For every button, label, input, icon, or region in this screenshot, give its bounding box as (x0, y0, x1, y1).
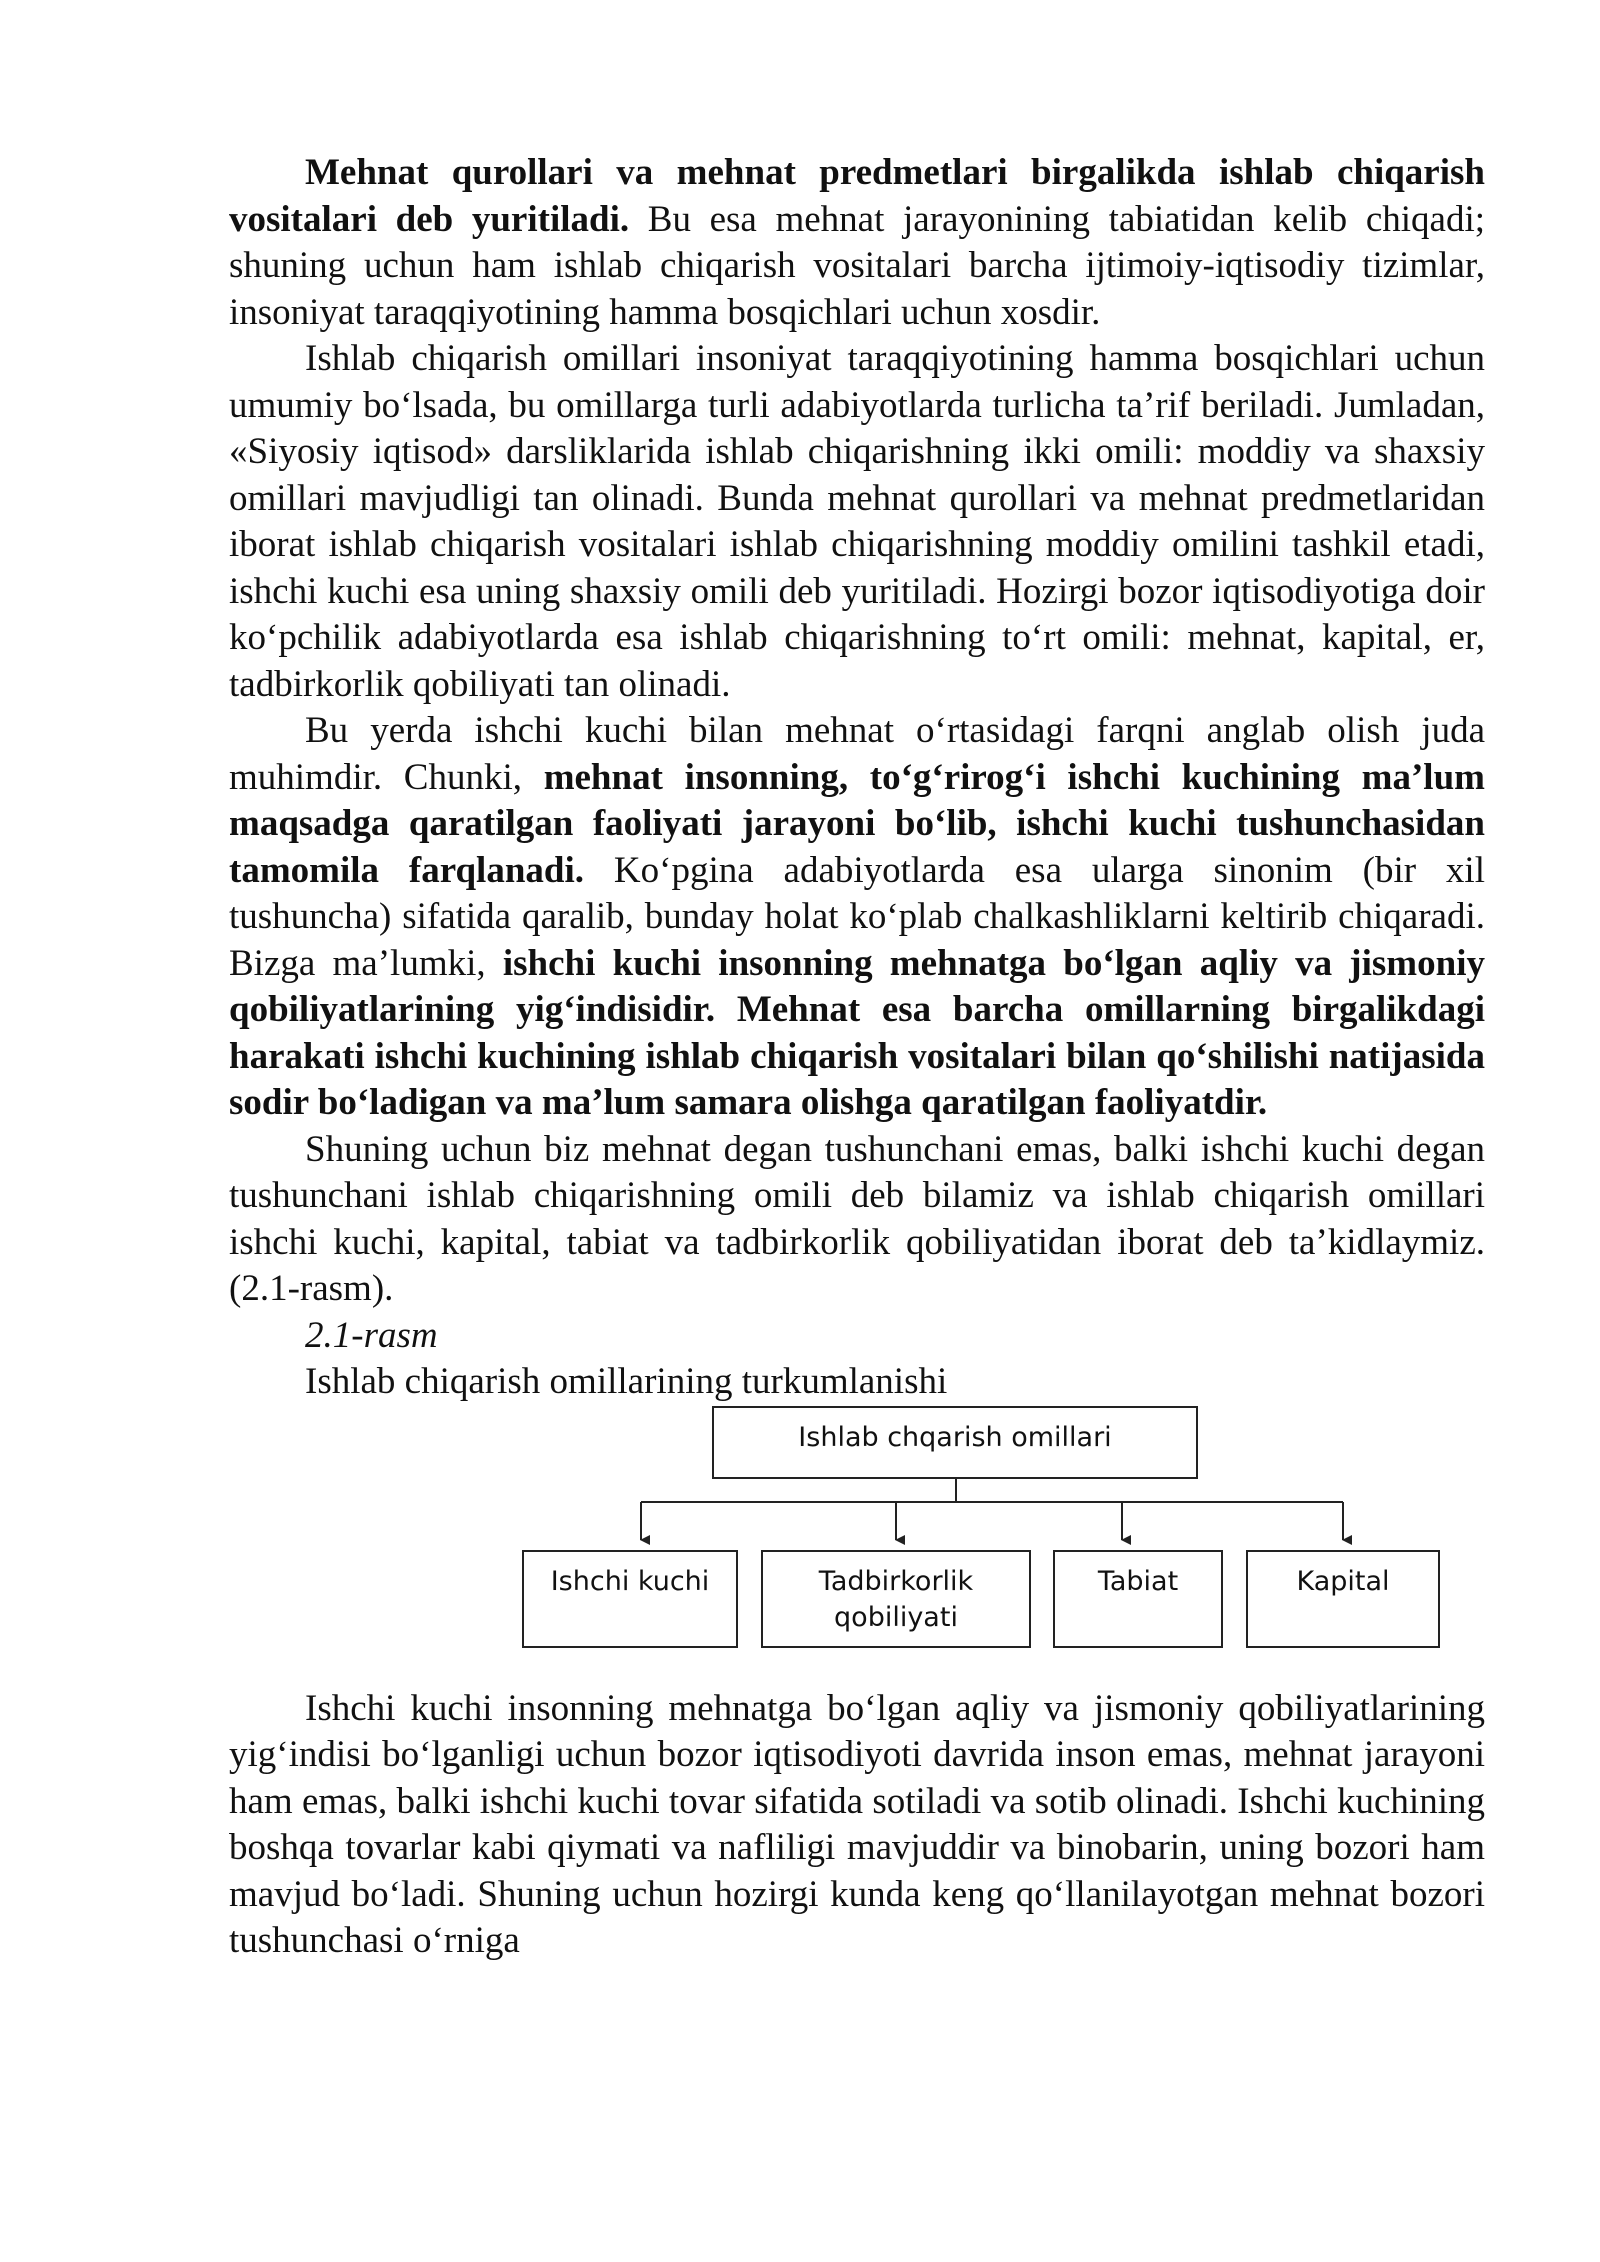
paragraph-3-text-1: Bu yerda ishchi kuchi bilan mehnat o‘rtasidagi farqni anglab olish juda muhimdir. Chunki, (229, 710, 1485, 798)
figure-title: Ishlab chiqarish omillarining turkumlanishi (305, 1361, 948, 1402)
paragraph-1-bold: Mehnat qurollari va mehnat predmetlari birgalikda ishlab chiqarish vositalari deb yuritiladi. (229, 152, 1485, 240)
paragraph-4: Shuning uchun biz mehnat degan tushunchani emas, balki ishchi kuchi degan tushunchani ishlab chiqarishning omili deb bilamiz va ishlab chiqarish omillari ishchi kuchi, kapital, tabiat va tadbirkorlik qobiliyatidan iborat deb ta’kidlaymiz. (2.1-rasm). (229, 1128, 1485, 1309)
paragraph-2: Ishlab chiqarish omillari insoniyat taraqqiyotining hamma bosqichlari uchun umumiy bo‘lsada, bu omillarga turli adabiyotlarda turlicha ta’rif beriladi. Jumladan, «Siyosiy iqtisod» darsliklarida ishlab chiqarishning ikki omili: moddiy va shaxsiy omillari mavjudligi tan olinadi. Bunda mehnat qurollari va mehnat predmetlaridan iborat ishlab chiqarish vositalari ishlab chiqarishning moddiy omilini tashkil etadi, ishchi kuchi esa uning shaxsiy omili deb yuritiladi. Hozirgi bozor iqtisodiyotiga doir ko‘pchilik adabiyotlarda esa ishlab chiqarishning to‘rt omili: mehnat, kapital, er, tadbirkorlik qobiliyati tan olinadi. (229, 338, 1485, 705)
figure-number: 2.1-rasm (305, 1314, 438, 1356)
paragraph-3 (229, 708, 1485, 1127)
paragraph-3-text-2: Ko‘pgina adabiyotlarda esa ularga sinonim (bir xil tushuncha) sifatida qaralib, bunday holat ko‘plab chalkashliklarni keltirib chiqaradi. Bizga ma’lumki, (229, 849, 1485, 984)
document-page (229, 150, 1485, 1965)
child-box-tabiat: Tabiat (1053, 1550, 1223, 1648)
child-box-kapital: Kapital (1246, 1550, 1440, 1648)
child-box-ishchi-kuchi: Ishchi kuchi (522, 1550, 738, 1648)
paragraph-5: Ishchi kuchi insonning mehnatga bo‘lgan aqliy va jismoniy qobiliyatlarining yig‘indisi bo‘lganligi uchun bozor iqtisodiyoti davrida inson emas, mehnat jarayoni ham emas, balki ishchi kuchi tovar sifatida sotiladi va sotib olinadi. Ishchi kuchining boshqa tovarlar kabi qiymati va nafliligi mavjuddir va binobarin, uning bozori ham mavjud bo‘ladi. Shuning uchun hozirgi kunda keng qo‘llanilayotgan mehnat bozori tushunchasi o‘rniga (229, 1687, 1485, 1961)
paragraph-3-bold-2: ishchi kuchi insonning mehnatga bo‘lgan aqliy va jismoniy qobiliyatlarining yig‘indisidir. Mehnat esa barcha omillarning birgalikdagi harakati ishchi kuchining ishlab chiqarish vositalari bilan qo‘shilishi natijasida sodir bo‘ladigan va ma’lum samara olishga qaratilgan faoliyatdir. (229, 942, 1485, 1123)
paragraph-1 (229, 150, 1485, 336)
paragraph-3-bold-1: mehnat insonning, to‘g‘rirog‘i ishchi kuchining ma’lum maqsadga qaratilgan faoliyati jarayoni bo‘lib, ishchi kuchi tushunchasidan tamomila farqlanadi. (229, 756, 1485, 891)
root-box: Ishlab chqarish omillari (712, 1406, 1198, 1479)
paragraph-1-text: Bu esa mehnat jarayonining tabiatidan kelib chiqadi; shuning uchun ham ishlab chiqarish vositalari barcha ijtimoiy-iqtisodiy tizimlar, insoniyat taraqqiyotining hamma bosqichlari uchun xosdir. (229, 198, 1486, 333)
child-box-tadbirkorlik: Tadbirkorlik qobiliyati (761, 1550, 1031, 1648)
factors-diagram (229, 1406, 1485, 1686)
